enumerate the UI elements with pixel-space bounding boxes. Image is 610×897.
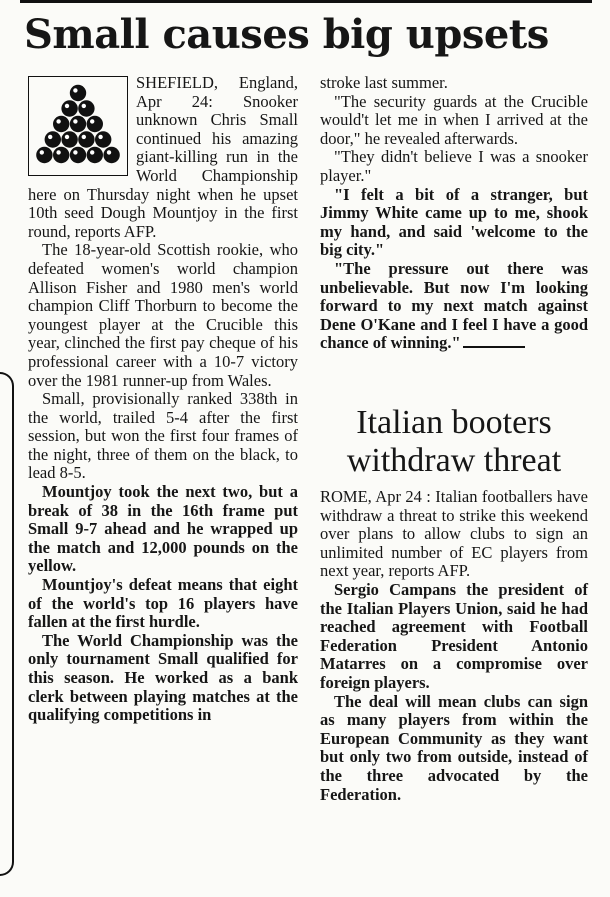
snooker-ball [103, 147, 119, 163]
paragraph: Mountjoy took the next two, but a break of 38 in the 16th frame put Small 9-7 ahead and he wrapped up the match and 12,000 pounds on the yellow. [28, 482, 298, 576]
snooker-ball-highlight [107, 150, 111, 154]
snooker-ball-highlight [65, 135, 69, 139]
paragraph-lead: SHEFIELD, England, Apr 24: Snooker unknown Chris Small continued his amazing giant-killing run in the World Championship here on Thursday night when he upset 10th seed Dough Mountjoy in the first round, reports AFP. [28, 73, 298, 241]
paragraph-continued: stroke last summer. [320, 73, 448, 92]
snooker-ball [78, 100, 94, 116]
paragraph: The World Championship was the only tournament Small qualified for this season. He worked as a bank clerk between playing matches at the qualifying competitions in [28, 630, 298, 725]
snooker-ball-highlight [40, 150, 44, 154]
snooker-ball [53, 116, 69, 132]
snooker-ball [70, 147, 86, 163]
article-snooker-column-1 [28, 74, 298, 725]
snooker-ball [95, 131, 111, 147]
paragraph: The 18-year-old Scottish rookie, who defeated women's world champion Allison Fisher and 1980 men's world champion Cliff Thorburn to become the youngest player at the Crucible this year, clinched the first pay cheque of his professional career with a 10-7 victory over the 1981 runner-up from Wales. [28, 240, 298, 390]
paragraph-lead: ROME, Apr 24 : Italian footballers have withdraw a threat to strike this weekend over plans to allow clubs to sign an unlimited number of EC players from next year, reports AFP. [320, 487, 588, 581]
paragraph: "I felt a bit of a stranger, but Jimmy White came up to me, shook my hand, and said 'welcome to the big city." [320, 184, 588, 260]
snooker-ball-highlight [56, 150, 60, 154]
paragraph: "The security guards at the Crucible would't let me in when I arrived at the door," he revealed afterwards. [320, 91, 588, 148]
headline-snooker: Small causes big upsets [24, 11, 549, 58]
snooker-ball-highlight [65, 104, 69, 108]
snooker-ball [78, 131, 94, 147]
paragraph: "They didn't believe I was a snooker player." [320, 147, 588, 185]
margin-bracket [0, 372, 14, 876]
snooker-ball [61, 100, 77, 116]
snooker-ball [61, 131, 77, 147]
snooker-ball-highlight [73, 150, 77, 154]
snooker-ball-highlight [82, 104, 86, 108]
snooker-balls-triangle-icon [28, 76, 128, 176]
paragraph-with-end-rule [320, 260, 588, 353]
snooker-ball-highlight [48, 135, 52, 139]
paragraph: Mountjoy's defeat means that eight of the world's top 16 players have fallen at the first hurdle. [28, 575, 298, 632]
snooker-ball-highlight [56, 119, 60, 123]
snooker-ball-highlight [90, 119, 94, 123]
paragraph: The deal will mean clubs can sign as many players from within the European Community as they want but only two from outside, instead of the three advocated by the Federation. [320, 691, 588, 804]
snooker-ball-highlight [98, 135, 102, 139]
headline-italian: Italian booters withdraw threat [346, 404, 562, 479]
snooker-ball-highlight [73, 88, 77, 92]
end-rule [463, 346, 525, 348]
article-italian [320, 488, 588, 804]
snooker-ball [87, 116, 103, 132]
snooker-ball-highlight [90, 150, 94, 154]
snooker-ball [45, 131, 61, 147]
snooker-ball [70, 116, 86, 132]
snooker-ball [70, 85, 86, 101]
paragraph: Small, provisionally ranked 338th in the world, trailed 5-4 after the first session, but won the first four frames of the night, three of them on the black, to lead 8-5. [28, 389, 298, 483]
snooker-ball-highlight [82, 135, 86, 139]
snooker-ball [87, 147, 103, 163]
snooker-ball-highlight [73, 119, 77, 123]
snooker-ball [36, 147, 52, 163]
paragraph-text: "The pressure out there was unbelievable. But now I'm looking forward to my next match against Dene O'Kane and I feel I have a good chance of winning." [320, 258, 588, 353]
article-snooker-column-2 [320, 74, 588, 353]
top-rule [20, 0, 592, 3]
snooker-ball [53, 147, 69, 163]
paragraph: Sergio Campans the president of the Italian Players Union, said he had reached agreement with Football Federation President Antonio Matarres on a compromise over foreign players. [320, 579, 588, 692]
